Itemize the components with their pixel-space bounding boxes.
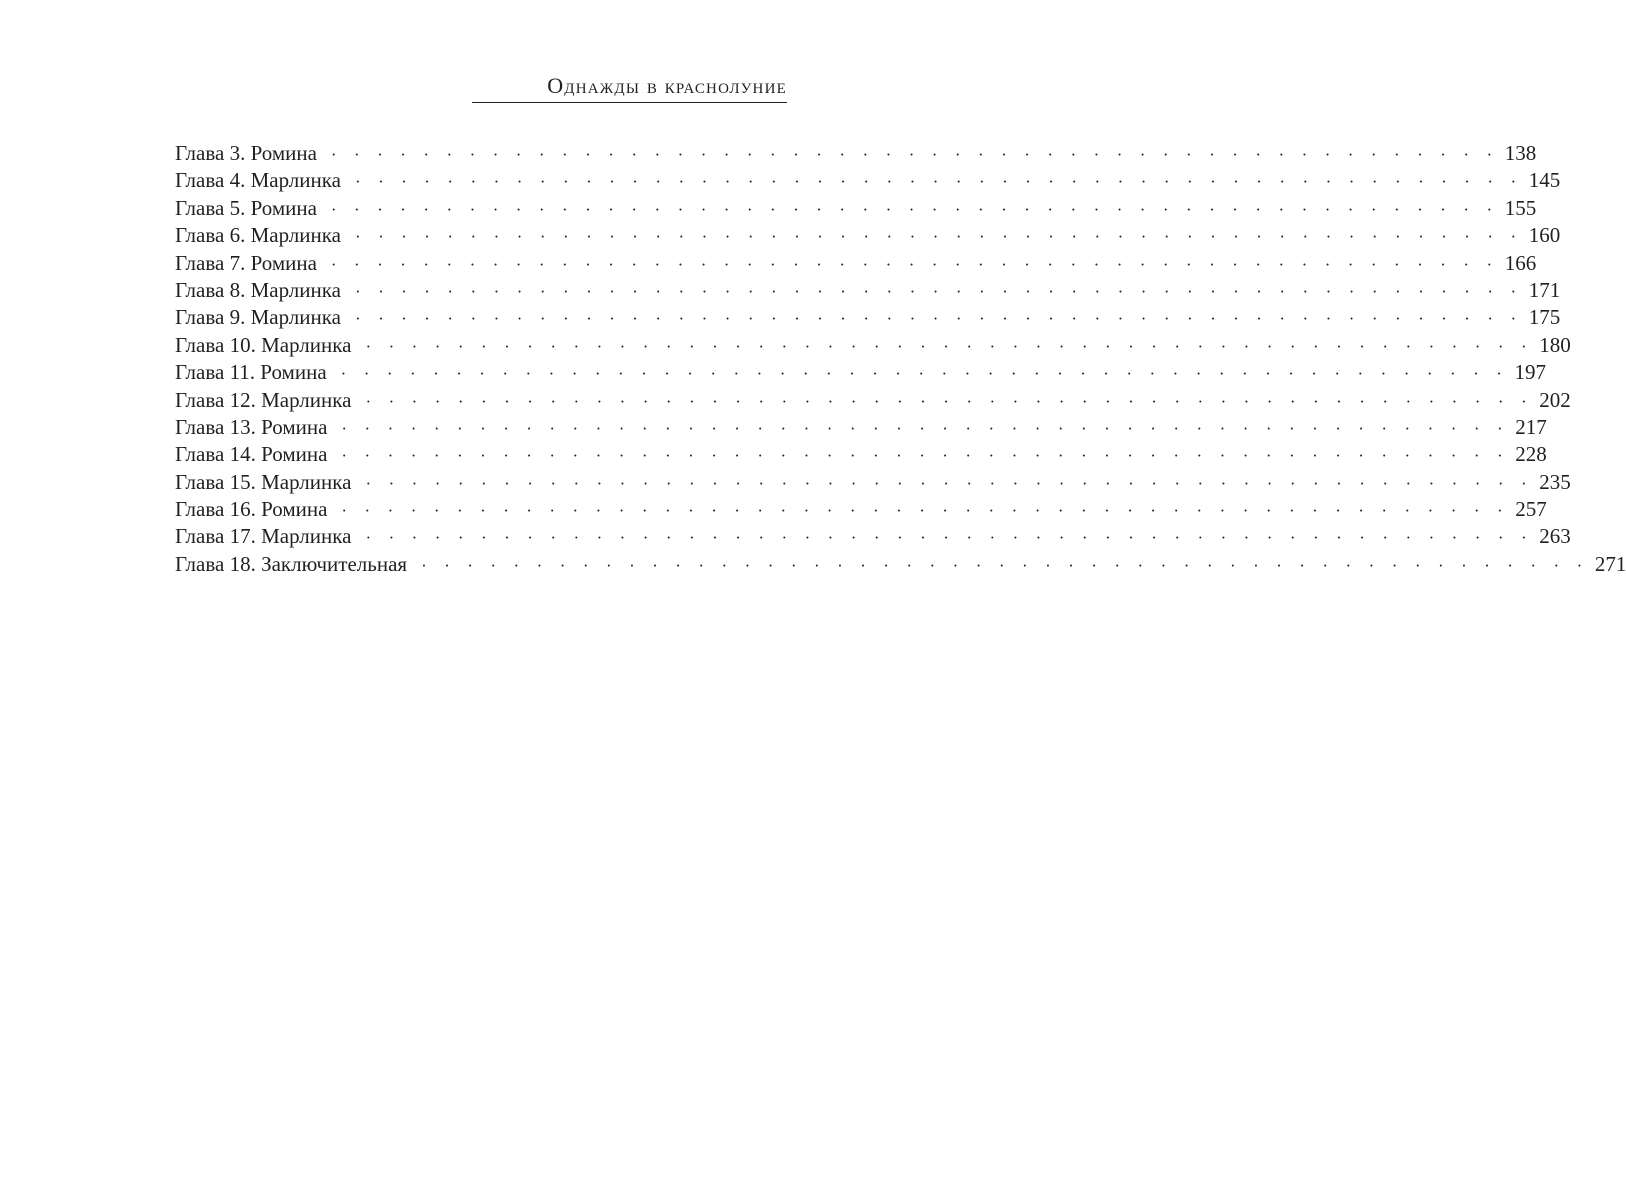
toc-entry-title: Глава 6. Марлинка <box>175 223 341 248</box>
toc-entry-page: 145 <box>1528 168 1561 193</box>
toc-entry-title: Глава 9. Марлинка <box>175 305 341 330</box>
book-title: Однажды в краснолуние <box>547 73 787 98</box>
toc-entry <box>175 523 1571 550</box>
toc-entry-page: 202 <box>1539 387 1571 412</box>
toc-entry <box>175 551 1626 578</box>
toc-leader-dots: · · · · · · · · · · · · · · · · · · · · · · · · · · · · · · · · · · · · · · · · · · · · · · · · · · · <box>330 199 1499 219</box>
toc-entry <box>175 222 1561 249</box>
toc-leader-dots: · · · · · · · · · · · · · · · · · · · · · · · · · · · · · · · · · · · · · · · · · · · · · · · · · · · <box>365 336 1534 356</box>
toc-entry <box>175 414 1547 441</box>
toc-leader-dots: · · · · · · · · · · · · · · · · · · · · · · · · · · · · · · · · · · · · · · · · · · · · · · · · · · · <box>354 227 1523 247</box>
toc-entry-page: 138 <box>1504 141 1537 165</box>
toc-leader-dots: · · · · · · · · · · · · · · · · · · · · · · · · · · · · · · · · · · · · · · · · · · · · · · · · · · · <box>354 172 1523 192</box>
toc-entry-page: 175 <box>1528 305 1561 330</box>
toc-entry-title: Глава 16. Ромина <box>175 497 328 522</box>
toc-entry-page: 228 <box>1515 442 1547 467</box>
toc-entry-title: Глава 8. Марлинка <box>175 277 341 302</box>
toc-entry-page: 217 <box>1515 414 1547 439</box>
toc-entry-title: Глава 18. Заключительная <box>175 551 408 576</box>
toc-entry-page: 155 <box>1504 195 1537 220</box>
toc-leader-dots: · · · · · · · · · · · · · · · · · · · · · · · · · · · · · · · · · · · · · · · · · · · · · · · · · · · <box>354 309 1523 329</box>
toc-entry-title: Глава 12. Марлинка <box>175 387 352 412</box>
toc-entry <box>175 332 1571 359</box>
toc-leader-dots: · · · · · · · · · · · · · · · · · · · · · · · · · · · · · · · · · · · · · · · · · · · · · · · · · · · <box>421 555 1589 575</box>
toc-entry-title: Глава 4. Марлинка <box>175 168 341 193</box>
toc-entry <box>175 195 1537 222</box>
toc-entry <box>175 387 1571 414</box>
toc-leader-dots: · · · · · · · · · · · · · · · · · · · · · · · · · · · · · · · · · · · · · · · · · · · · · · · · · · · <box>340 364 1509 384</box>
toc-entry-title: Глава 13. Ромина <box>175 414 328 439</box>
toc-entry-title: Глава 5. Ромина <box>175 195 317 220</box>
toc-entry-title: Глава 15. Марлинка <box>175 469 352 494</box>
toc-leader-dots: · · · · · · · · · · · · · · · · · · · · · · · · · · · · · · · · · · · · · · · · · · · · · · · · · · · <box>330 254 1499 274</box>
toc-entry-page: 160 <box>1528 223 1561 248</box>
toc-entry <box>175 167 1561 194</box>
toc-entry-title: Глава 17. Марлинка <box>175 524 352 549</box>
toc-entry-page: 235 <box>1539 469 1571 494</box>
toc-entry <box>175 496 1547 523</box>
toc-entry <box>175 277 1561 304</box>
toc-entry-page: 271 <box>1594 551 1626 576</box>
toc-entry-title: Глава 14. Ромина <box>175 442 328 467</box>
toc-entry <box>175 469 1571 496</box>
toc-entry <box>175 359 1546 386</box>
toc-leader-dots: · · · · · · · · · · · · · · · · · · · · · · · · · · · · · · · · · · · · · · · · · · · · · · · · · · · <box>341 418 1510 438</box>
toc-leader-dots: · · · · · · · · · · · · · · · · · · · · · · · · · · · · · · · · · · · · · · · · · · · · · · · · · · · <box>365 391 1534 411</box>
toc-entry-page: 180 <box>1539 332 1571 357</box>
toc-leader-dots: · · · · · · · · · · · · · · · · · · · · · · · · · · · · · · · · · · · · · · · · · · · · · · · · · · · <box>341 446 1510 466</box>
toc-entry <box>175 250 1537 277</box>
table-of-contents <box>175 140 1626 578</box>
toc-entry-title: Глава 10. Марлинка <box>175 332 352 357</box>
running-header <box>472 70 787 103</box>
toc-leader-dots: · · · · · · · · · · · · · · · · · · · · · · · · · · · · · · · · · · · · · · · · · · · · · · · · · · · <box>365 528 1534 548</box>
toc-leader-dots: · · · · · · · · · · · · · · · · · · · · · · · · · · · · · · · · · · · · · · · · · · · · · · · · · · · <box>365 473 1534 493</box>
toc-entry-title: Глава 3. Ромина <box>175 141 317 165</box>
toc-entry <box>175 140 1537 167</box>
toc-entry <box>175 441 1547 468</box>
toc-entry <box>175 304 1561 331</box>
toc-entry-page: 257 <box>1515 497 1547 522</box>
toc-entry-page: 166 <box>1504 250 1537 275</box>
toc-leader-dots: · · · · · · · · · · · · · · · · · · · · · · · · · · · · · · · · · · · · · · · · · · · · · · · · · · · <box>354 281 1523 301</box>
toc-entry-page: 263 <box>1539 524 1571 549</box>
toc-entry-page: 171 <box>1528 277 1561 302</box>
toc-entry-page: 197 <box>1514 360 1546 385</box>
toc-entry-title: Глава 7. Ромина <box>175 250 317 275</box>
toc-leader-dots: · · · · · · · · · · · · · · · · · · · · · · · · · · · · · · · · · · · · · · · · · · · · · · · · · · · <box>341 501 1510 521</box>
toc-leader-dots: · · · · · · · · · · · · · · · · · · · · · · · · · · · · · · · · · · · · · · · · · · · · · · · · · · · <box>330 145 1499 164</box>
toc-entry-title: Глава 11. Ромина <box>175 360 327 385</box>
